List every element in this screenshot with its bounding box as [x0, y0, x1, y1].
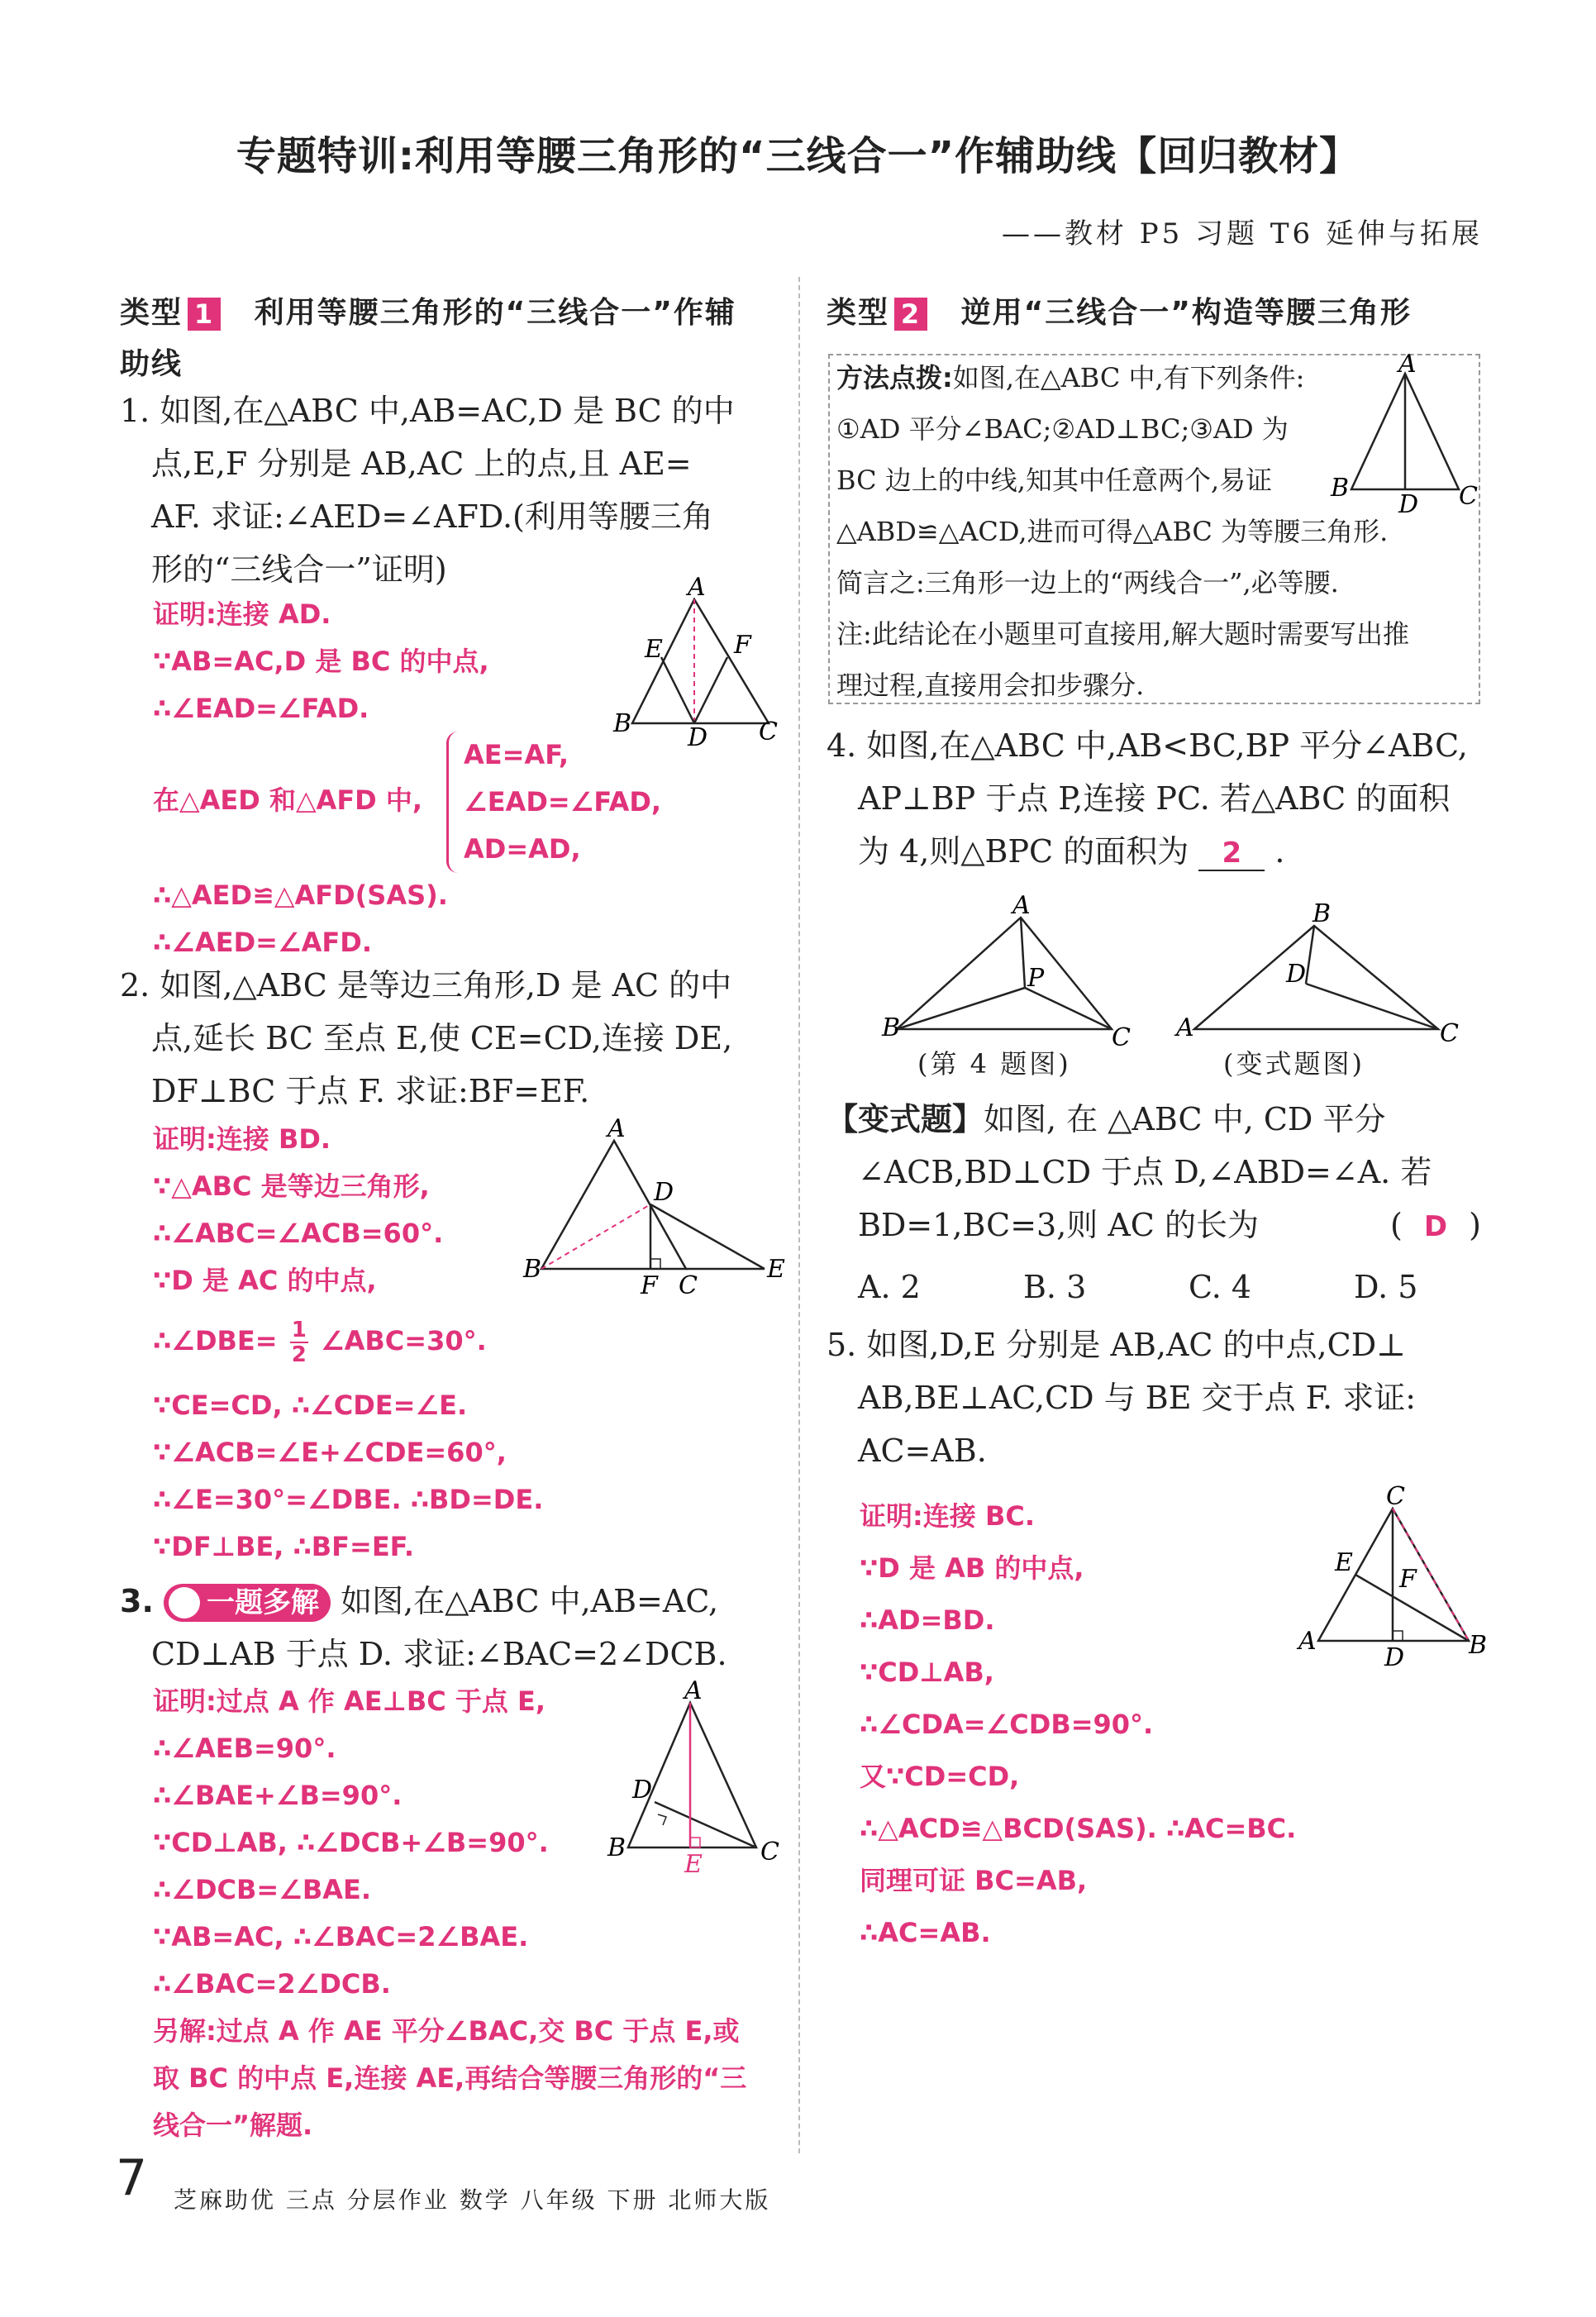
q4-caption: (第 4 题图) — [917, 1048, 1071, 1080]
option-b: B. 3 — [1023, 1269, 1087, 1305]
method-label-a: A — [1398, 350, 1417, 379]
q1-figure — [612, 573, 785, 752]
q1-system-prefix: 在△AED 和△AFD 中, — [153, 784, 423, 816]
q3-label-e: E — [684, 1850, 703, 1879]
page-subtitle: ——教材 P5 习题 T6 延伸与拓展 — [1001, 217, 1483, 250]
q3-text: 3. 一题多解 如图,在△ABC 中,AB=AC, CD⊥AB 于点 D. 求证:∠BAC=2∠DCB. — [120, 1583, 727, 1672]
q1-label-e: E — [645, 635, 663, 664]
variant-figure — [1174, 897, 1471, 1054]
q5-label-f: F — [1399, 1565, 1417, 1594]
method-figure — [1327, 350, 1478, 519]
q4-answer: 2 — [1198, 837, 1265, 871]
option-d: D. 5 — [1354, 1269, 1418, 1305]
method-label-b: B — [1331, 474, 1350, 503]
q5-label-a: A — [1298, 1627, 1317, 1656]
variant-text: 【变式题】如图, 在 △ABC 中, CD 平分 ∠ACB,BD⊥CD 于点 D,∠ABD=∠A. 若 BD=1,BC=3,则 AC 的长为 ( D ) — [827, 1101, 1481, 1243]
q4-label-c: C — [1112, 1023, 1131, 1052]
q4-label-p: P — [1027, 964, 1045, 993]
q4-label-a: A — [1012, 891, 1031, 920]
column-divider — [798, 277, 800, 2153]
q1-text: 1. 如图,在△ABC 中,AB=AC,D 是 BC 的中 点,E,F 分别是 AB,AC 上的点,且 AE= AF. 求证:∠AED=∠AFD.(利用等腰三角 形的“三线合一”证明) — [120, 393, 735, 588]
type1-heading-cont: 助线 — [120, 347, 183, 381]
q5-label-c: C — [1386, 1482, 1405, 1511]
q4-text: 4. 如图,在△ABC 中,AB<BC,BP 平分∠ABC, AP⊥BP 于点 P,连接 PC. 若△ABC 的面积 为 4,则△BPC 的面积为 2 . — [827, 727, 1468, 870]
variant-options — [858, 1261, 1486, 1313]
q2-figure — [517, 1114, 789, 1310]
variant-label-b: B — [1313, 899, 1332, 928]
q5-label-b: B — [1469, 1631, 1488, 1660]
variant-label-a: A — [1176, 1013, 1194, 1042]
q2-label-e: E — [767, 1255, 785, 1284]
q3-label-d: D — [632, 1776, 653, 1804]
q1-conclusion: ∴△AED≌△AFD(SAS). ∴∠AED=∠AFD. — [153, 880, 448, 958]
q2-proof-a: 证明:连接 BD. ∵△ABC 是等边三角形, ∴∠ABC=∠ACB=60°. ∵D 是 AC 的中点, — [153, 1123, 444, 1296]
q4-label-b: B — [882, 1013, 901, 1042]
q1-proof: 证明:连接 AD. ∵AB=AC,D 是 BC 的中点, ∴∠EAD=∠FAD. — [153, 598, 489, 724]
variant-label-d: D — [1286, 960, 1307, 989]
q1-label-d: D — [688, 723, 708, 752]
type2-heading: 类型 2 逆用“三线合一”构造等腰三角形 — [827, 296, 1412, 330]
q2-proof-frac-line: ∴∠DBE= $\frac{1}{2}$ ∠ABC=30°. — [153, 1318, 487, 1367]
option-c: C. 4 — [1189, 1269, 1252, 1305]
option-a: A. 2 — [858, 1269, 921, 1305]
method-label-c: C — [1459, 482, 1478, 511]
type1-heading: 类型 1 利用等腰三角形的“三线合一”作辅 — [120, 296, 736, 330]
q3-badge: 一题多解 — [164, 1584, 331, 1622]
q2-label-c: C — [679, 1271, 698, 1300]
type1-badge: 1 — [188, 298, 221, 331]
q1-system-brace: AE=AF, ∠EAD=∠FAD, AD=AD, — [446, 732, 661, 873]
q5-label-d: D — [1384, 1643, 1405, 1672]
q5-text: 5. 如图,D,E 分别是 AB,AC 的中点,CD⊥ AB,BE⊥AC,CD 与 BE 交于点 F. 求证: AC=AB. — [827, 1327, 1417, 1469]
q2-text: 2. 如图,△ABC 是等边三角形,D 是 AC 的中 点,延长 BC 至点 E,使 CE=CD,连接 DE, DF⊥BC 于点 F. 求证:BF=EF. — [120, 967, 733, 1109]
q2-label-f: F — [641, 1271, 658, 1300]
q3-proof: 证明:过点 A 作 AE⊥BC 于点 E, ∴∠AEB=90°. ∴∠BAE+∠B=90°. ∵CD⊥AB, ∴∠DCB+∠B=90°. ∴∠DCB=∠BAE. ∵AB=AC, ∴∠BAC=2∠BAE. ∴∠BAC=2∠DCB. 另解:过点 A 作 AE 平分∠BAC,交 BC 于点 E,或 取 BC 的中点 E,连接 AE,再结合等腰三角形的“三 线合一”解题. — [153, 1685, 747, 2141]
type2-badge: 2 — [894, 298, 927, 331]
variant-label-c: C — [1440, 1019, 1459, 1048]
q3-label-b: B — [607, 1833, 626, 1862]
q2-label-b: B — [523, 1255, 542, 1284]
q3-figure — [603, 1676, 789, 1879]
q2-proof-b: ∵CE=CD, ∴∠CDE=∠E. ∵∠ACB=∠E+∠CDE=60°, ∴∠E=30°=∠DBE. ∴BD=DE. ∵DF⊥BE, ∴BF=EF. — [153, 1390, 544, 1562]
q5-figure — [1293, 1482, 1492, 1678]
q5-proof: 证明:连接 BC. ∵D 是 AB 的中点, ∴AD=BD. ∵CD⊥AB, ∴∠CDA=∠CDB=90°. 又∵CD=CD, ∴△ACD≌△BCD(SAS). ∴AC=BC. 同理可证 BC=AB, ∴AC=AB. — [860, 1500, 1297, 1948]
check-icon — [169, 1587, 200, 1619]
method-box: 方法点拨:如图,在△ABC 中,有下列条件: ①AD 平分∠BAC;②AD⊥BC;③AD 为 BC 边上的中线,知其中任意两个,易证 △ABD≌△ACD,进而可得△ABC 为等腰三角形. 简言之:三角形一边上的“两线合一”,必等腰. 注:此结论在小题里可直接用,解大题时需要写出推 理过程,直接用会扣步骤分. — [828, 354, 1480, 704]
q3-label-c: C — [760, 1838, 779, 1866]
q3-label-a: A — [684, 1676, 703, 1705]
page-number: 7 — [116, 2149, 148, 2207]
footer-text: 芝麻助优 三点 分层作业 数学 八年级 下册 北师大版 — [174, 2186, 771, 2214]
q2-label-a: A — [607, 1114, 626, 1143]
q1-label-b: B — [613, 709, 632, 738]
q2-label-d: D — [654, 1178, 674, 1207]
q1-label-c: C — [759, 718, 778, 746]
variant-answer: D — [1423, 1210, 1448, 1243]
q4-figure — [872, 889, 1145, 1054]
method-label-d: D — [1398, 490, 1419, 519]
q5-label-e: E — [1335, 1548, 1353, 1577]
q1-label-f: F — [734, 631, 751, 660]
q1-label-a: A — [688, 573, 706, 602]
variant-caption: (变式题图) — [1223, 1048, 1365, 1080]
page-title: 专题特训:利用等腰三角形的“三线合一”作辅助线【回归教材】 — [236, 133, 1360, 179]
